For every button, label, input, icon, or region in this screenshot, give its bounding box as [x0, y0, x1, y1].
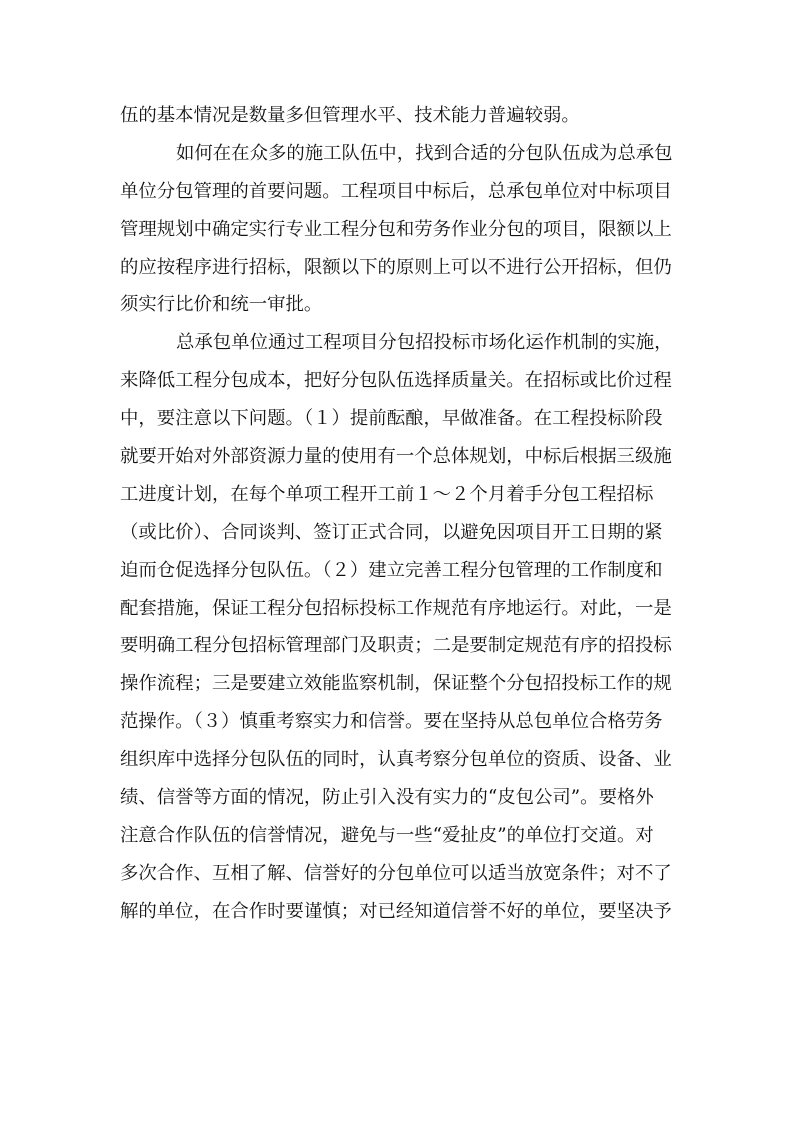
- text-line: 伍的基本情况是数量多但管理水平、技术能力普遍较弱。: [120, 105, 580, 126]
- paragraph-first-line: 如何在在众多的施工队伍中，找到合适的分包队伍成为总承包: [176, 142, 673, 164]
- text-line: 迫而仓促选择分包队伍。（２）建立完善工程分包管理的工作制度和: [120, 559, 663, 581]
- text-line: 的应按程序进行招标，限额以下的原则上可以不进行公开招标，但仍: [120, 256, 672, 278]
- text-line: 操作流程；三是要建立效能监察机制，保证整个分包招投标工作的规: [120, 673, 672, 695]
- text-line: 工进度计划，在每个单项工程开工前１～２个月着手分包工程招标: [120, 483, 654, 505]
- text-line: （或比价）、合同谈判、签订正式合同，以避免因项目开工日期的紧: [120, 521, 663, 543]
- text-line: 范操作。（３）慎重考察实力和信誉。要在坚持从总包单位合格劳务: [120, 711, 663, 733]
- text-line: 中，要注意以下问题。（１）提前酝酿，早做准备。在工程投标阶段: [120, 408, 663, 430]
- text-line: 管理规划中确定实行专业工程分包和劳务作业分包的项目，限额以上: [120, 218, 672, 240]
- text-line: 要明确工程分包招标管理部门及职责；二是要制定规范有序的招投标: [120, 635, 672, 657]
- text-line: 单位分包管理的首要问题。工程项目中标后，总承包单位对中标项目: [120, 180, 672, 202]
- text-line: 组织库中选择分包队伍的同时，认真考察分包单位的资质、设备、业: [120, 749, 672, 771]
- text-line: 多次合作、互相了解、信誉好的分包单位可以适当放宽条件；对不了: [120, 862, 672, 884]
- body-text: [120, 97, 680, 931]
- text-line: 绩、信誉等方面的情况，防止引入没有实力的“皮包公司”。要格外: [120, 787, 654, 809]
- text-line: 注意合作队伍的信誉情况，避免与一些“爱扯皮”的单位打交道。对: [120, 824, 654, 846]
- text-line: 来降低工程分包成本，把好分包队伍选择质量关。在招标或比价过程: [120, 370, 672, 392]
- text-line: 就要开始对外部资源力量的使用有一个总体规划，中标后根据三级施: [120, 446, 672, 468]
- text-line: 须实行比价和统一审批。: [120, 294, 323, 316]
- text-line: 解的单位，在合作时要谨慎；对已经知道信誉不好的单位，要坚决予: [120, 900, 672, 922]
- text-line: 配套措施，保证工程分包招标投标工作规范有序地运行。对此，一是: [120, 597, 672, 619]
- paragraph-first-line: 总承包单位通过工程项目分包招投标市场化运作机制的实施，: [176, 332, 673, 354]
